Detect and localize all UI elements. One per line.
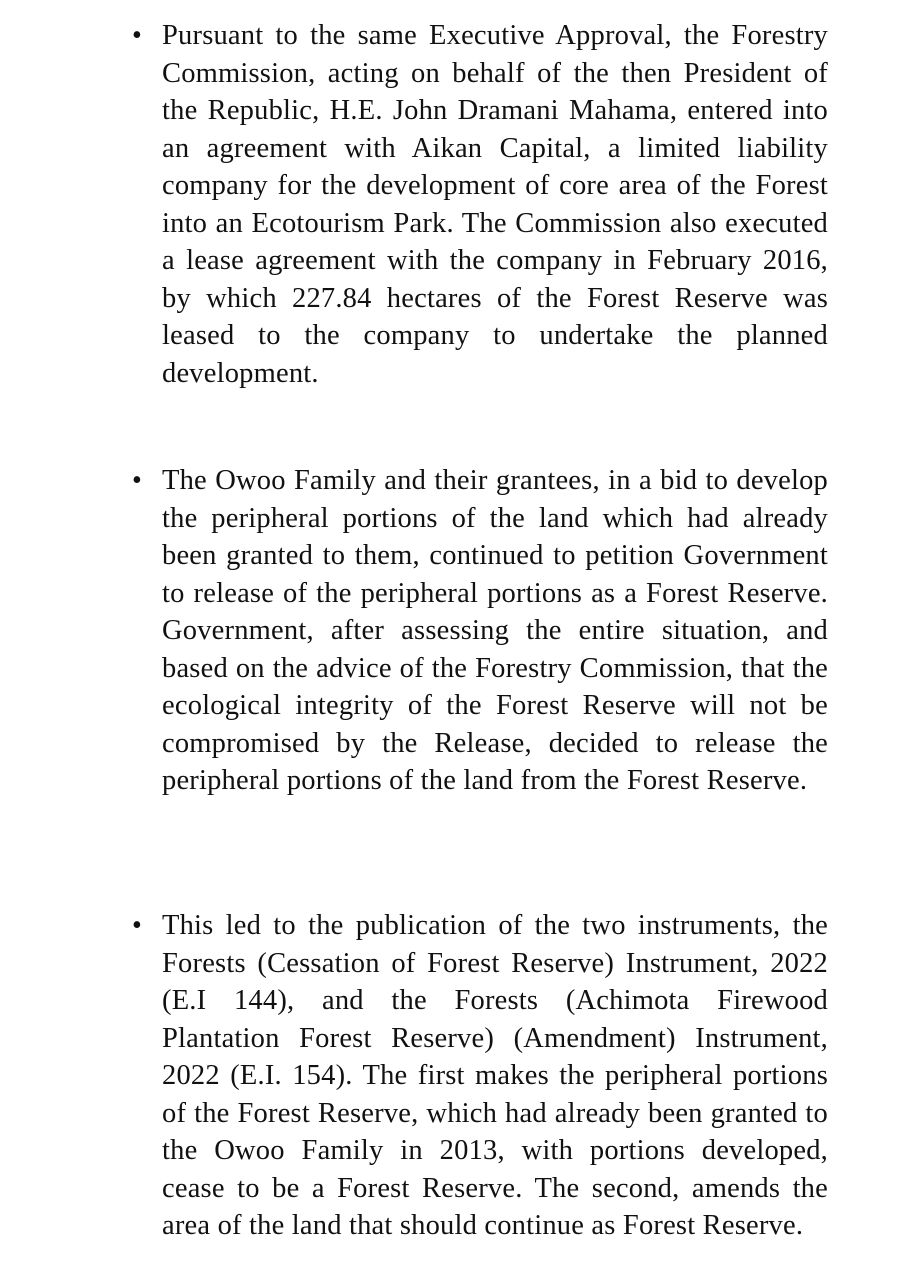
bullet-icon: • xyxy=(132,20,142,51)
bullet-paragraph: Pursuant to the same Executive Approval, the Forestry Commission, acting on behalf of the then President of the Republic, H.E. John Dramani Mahama, entered into an agreement with Aikan Capital, a limited liability company for the development of core area of the Forest into an Ecotourism Park. The Commission also executed a lease agreement with the company in February 2016, by which 227.84 hectares of the Forest Reserve was leased to the company to undertake the planned development. xyxy=(162,20,828,389)
bullet-paragraph: The Owoo Family and their grantees, in a bid to develop the peripheral portions of the land which had already been granted to them, continued to petition Government to release of the peripheral portions as a Forest Reserve. Government, after assessing the entire situation, and based on the advice of the Forestry Commission, that the ecological integrity of the Forest Reserve will not be compromised by the Release, decided to release the peripheral portions of the land from the Forest Reserve. xyxy=(162,465,828,796)
bullet-paragraph: This led to the publication of the two instruments, the Forests (Cessation of Forest Reserve) Instrument, 2022 (E.I 144), and the Forests (Achimota Firewood Plantation Forest Reserve) (Amendment) Instrument, 2022 (E.I. 154). The first makes the peripheral portions of the Forest Reserve, which had already been granted to the Owoo Family in 2013, with portions developed, cease to be a Forest Reserve. The second, amends the area of the land that should continue as Forest Reserve. xyxy=(162,910,828,1241)
bullet-icon: • xyxy=(132,465,142,496)
bullet-icon: • xyxy=(132,910,142,941)
